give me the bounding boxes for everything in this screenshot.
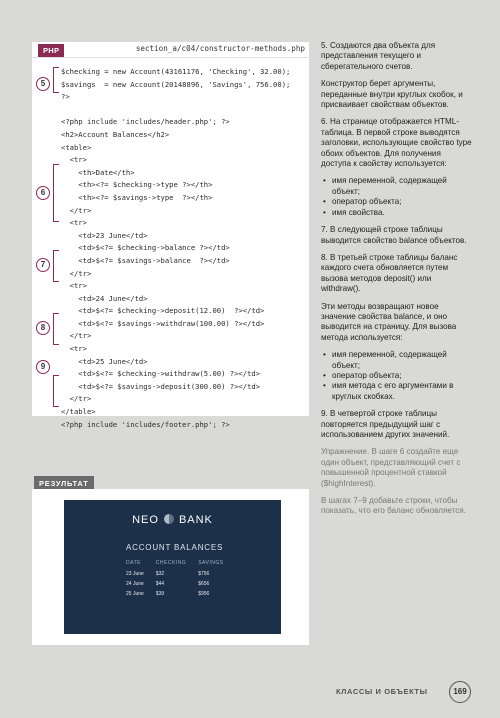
step-5-text: 5. Создаются два объекта для представления текущего и сберегательного счетов.: [321, 41, 436, 71]
code-line: <tr>: [61, 155, 87, 165]
table-cell: $32: [155, 571, 165, 577]
balances-table: [126, 560, 236, 599]
code-line: </tr>: [61, 268, 92, 278]
code-header: [32, 42, 309, 58]
language-tag: PHP: [38, 44, 64, 57]
code-line: <tr>: [61, 344, 87, 354]
table-cell: $44: [155, 581, 165, 587]
code-line: <th>Date</th>: [61, 167, 135, 177]
code-line: <td>24 June</td>: [61, 293, 148, 303]
table-cell: 23 June: [126, 571, 144, 577]
code-line: <td>$<?= $savings->withdraw(100.00) ?></td>: [61, 318, 265, 328]
code-line: $savings = new Account(20148896, 'Savings', 756.00);: [61, 79, 291, 89]
table-cell: $39: [155, 591, 165, 597]
code-line: <td>$<?= $checking->deposit(12.00) ?></td>: [61, 306, 265, 316]
explanation-column: [321, 41, 473, 524]
code-line: <th><?= $savings->type ?></th>: [61, 192, 213, 202]
code-line: <td>$<?= $savings->balance ?></td>: [61, 255, 230, 265]
column-header: SAVINGS: [198, 560, 224, 566]
column-header: CHECKING: [155, 560, 187, 566]
step-6-text: 6. На странице отображается HTML-таблица. В первой строке выводятся заголовки, использующие свойство type обоих объектов. Для получения доступа к свойству используется:: [321, 117, 472, 169]
code-line: </tr>: [61, 205, 92, 215]
code-line: <td>23 June</td>: [61, 230, 148, 240]
step-brace-6: [53, 164, 59, 222]
code-line: <tr>: [61, 281, 87, 291]
code-line: <td>$<?= $checking->withdraw(5.00) ?></td>: [61, 369, 261, 379]
constructor-note: Конструктор берет аргументы, переданные внутри круглых скобок, и присваивает свойствам объектов.: [321, 79, 463, 110]
code-line: <td>$<?= $savings->deposit(300.00) ?></td>: [61, 381, 261, 391]
property-access-list: [321, 176, 473, 218]
step-8-text: 8. В третьей строке таблицы баланс каждого счета обновляется путем вызова методов deposit() или withdraw().: [321, 252, 458, 294]
exercise-text: Упражнение. В шаге 6 создайте еще один объект, представляющий счет с повышенной процентной ставкой ($highInterest).: [321, 447, 461, 488]
result-tag: РЕЗУЛЬТАТ: [34, 476, 94, 491]
list-item: • имя метода с его аргументами в круглых скобках.: [332, 381, 473, 402]
table-cell: $656: [198, 581, 210, 587]
code-line: <td>$<?= $checking->balance ?></td>: [61, 243, 230, 253]
list-item: • имя переменной, содержащей объект;: [332, 350, 473, 371]
step-marker-5: 5: [36, 77, 50, 91]
table-cell: 24 June: [126, 581, 144, 587]
table-row: [126, 589, 236, 599]
logo-right-text: BANK: [178, 514, 213, 526]
step-brace-9: [53, 375, 59, 407]
step-marker-7: 7: [36, 258, 50, 272]
list-item: • имя переменной, содержащей объект;: [332, 176, 473, 197]
code-line: <td>25 June</td>: [61, 356, 148, 366]
code-line: <h2>Account Balances</h2>: [61, 129, 170, 139]
step-marker-9: 9: [36, 360, 50, 374]
section-label: КЛАССЫ И ОБЪЕКТЫ: [336, 687, 428, 696]
code-line: [61, 104, 290, 117]
step-brace-5: [53, 67, 59, 93]
code-line: $checking = new Account(43161176, 'Checking', 32.00);: [61, 67, 291, 76]
code-line: </tr>: [61, 331, 92, 341]
methods-note: Эти методы возвращают новое значение свойства balance, и оно выводится на страницу. Для вызова метода используется:: [321, 301, 457, 342]
step-9-text: 9. В четвертой строке таблицы повторяется предыдущий шаг с использованием других значений.: [321, 409, 450, 439]
step-marker-8: 8: [36, 321, 50, 335]
code-filename: section_a/c04/constructor-methods.php: [135, 44, 305, 53]
list-item: • имя свойства.: [332, 208, 473, 218]
code-line: <?php include 'includes/footer.php'; ?>: [61, 419, 230, 429]
method-call-list: [321, 350, 473, 402]
logo-left-text: NEO: [132, 514, 159, 526]
code-line: </table>: [61, 407, 96, 417]
table-row: [126, 569, 236, 579]
code-listing: [61, 66, 290, 431]
exercise-steps-text: В шагах 7–9 добавьте строки, чтобы показать, что его баланс обновляется.: [321, 496, 466, 516]
balances-title: ACCOUNT BALANCES: [126, 543, 224, 552]
code-line: <table>: [61, 142, 92, 152]
step-brace-7: [53, 250, 59, 282]
bank-screen: [64, 500, 281, 634]
code-line: </tr>: [61, 394, 92, 404]
step-marker-6: 6: [36, 186, 50, 200]
page-number: 169: [449, 681, 471, 703]
column-header: DATE: [126, 560, 141, 566]
code-line: <tr>: [61, 218, 87, 228]
table-cell: $756: [198, 571, 210, 577]
list-item: • оператор объекта;: [332, 371, 473, 381]
list-item: • оператор объекта;: [332, 197, 473, 207]
code-line: <th><?= $checking->type ?></th>: [61, 180, 213, 190]
logo-mark-icon: [164, 514, 174, 524]
table-row: [126, 579, 236, 589]
table-cell: $956: [198, 591, 210, 597]
table-cell: 25 June: [126, 591, 144, 597]
table-header-row: [126, 560, 236, 569]
code-line: ?>: [61, 92, 70, 102]
bank-logo: [64, 514, 281, 526]
step-brace-8: [53, 313, 59, 345]
code-line: <?php include 'includes/header.php'; ?>: [61, 117, 230, 127]
step-7-text: 7. В следующей строке таблицы выводится свойство balance объектов.: [321, 225, 467, 245]
